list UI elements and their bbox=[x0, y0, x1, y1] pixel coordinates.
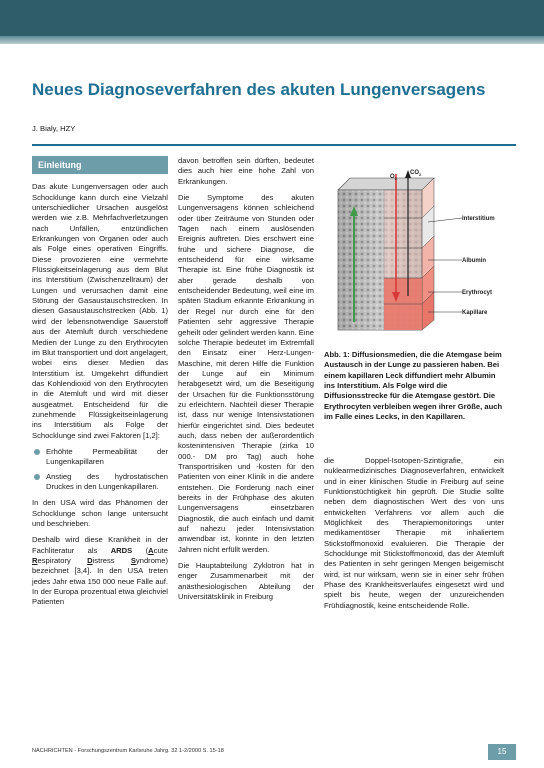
interstitium-label: Interstitium bbox=[462, 216, 495, 222]
diffusion-figure bbox=[324, 162, 504, 342]
acronym-letter: D bbox=[87, 556, 93, 566]
text-span: cute bbox=[153, 545, 168, 555]
column-2 bbox=[178, 156, 314, 608]
co2-label: $CO_2$ bbox=[410, 170, 422, 177]
o2-label: $O_2$ bbox=[390, 174, 397, 181]
list-item-text: Erhöhte Permeabilität der Lungenkapillaren bbox=[46, 446, 168, 467]
paragraph: die Doppel-Isotopen-Szintigrafie, ein nuklearmedizinisches Diagnoseverfahren, entwickelt und in einer klinischen Studie in Freiburg auf seine Funktionstüchtigkeit hin geprüft. Die Studie sollte neben dem diagnostischen Wert des von uns entwickelten Verfahrens vor allem auch die Möglichkeit des Therapiemonitorings unter medikamentöser Therapie mit inhaliertem Stickstoffmonoxid evaluieren. Die Therapie der Schocklunge mit Stickstoffmonoxid, das der Atemluft des Patienten in sehr geringen Mengen beigemischt wird, ist nur wirksam, wenn sie in einer sehr frühen Phase des Krankheitsverlaufes eingesetzt wird und spielt bis heute, wegen der unzureichenden Frühdiagnostik, keine entscheidende Rolle. bbox=[324, 456, 504, 610]
acronym-letter: R bbox=[32, 556, 38, 566]
page-number: 15 bbox=[488, 744, 516, 760]
column-1 bbox=[32, 156, 168, 614]
diffusion-diagram bbox=[324, 162, 504, 342]
column-3 bbox=[324, 456, 504, 617]
list-item bbox=[32, 472, 168, 493]
bullet-icon bbox=[34, 474, 40, 480]
kapillare-label: Kapillare bbox=[462, 310, 488, 316]
acronym-letter: S bbox=[130, 556, 136, 566]
paragraph: davon betroffen sein dürften, bedeutet dies auch hier eine hohe Zahl von Erkrankungen. bbox=[178, 156, 314, 186]
caption-text: Abb. 1: Diffusionsmedien, die die Atemgase beim Austausch in der Lunge zu passieren haben. Bei einem kapillaren Leck diffundiert mehr Albumin ins Interstitium. Als Folge wird die Diffusionsstrecke für die Atemgase gestört. Die Erythrocyten verbleiben wegen ihrer Größe, auch im Falle eines Lecks, in den Kapillaren. bbox=[324, 350, 503, 422]
text-span: ) bezeichnet [3,4]. In den USA treten jedes Jahr etwa 150 000 neue Fälle auf. In der Europa prozentual etwa gleichviel Patienten bbox=[32, 556, 168, 607]
text-span: Deshalb wird diese Krankheit in der Fachliteratur als bbox=[32, 535, 168, 555]
section-heading: Einleitung bbox=[32, 156, 168, 174]
paragraph bbox=[32, 535, 168, 607]
ards-term: ARDS bbox=[110, 545, 133, 555]
erythrocyt-label: Erythrocyt bbox=[462, 290, 493, 296]
text-span: yndrome bbox=[135, 556, 166, 566]
header-band bbox=[0, 0, 544, 36]
paragraph: Das akute Lungenversagen oder auch Schocklunge kann durch eine Vielzahl unterschiedlicher Ursachen ausgelöst werden wie z.B. Mehrfachverletzungen nach Unfällen, entzündlichen Erkrankungen von Organen oder auch als Folge eines operativen Eingriffs. Diese provozieren eine vermehrte Flüssigkeitseinlagerung aus dem Blut ins Interstitium (Zwischenzellraum) der Lungen und verursachen damit eine Störung der Gasaustauschstrecken. In diesen Gasaustauschstrecken (Abb. 1) wird der lebensnotwendige Sauerstoff aus der Atemluft durch verschiedene Medien der Lunge zu den Erythrocyten im Blut transportiert und dort angelagert, wobei eins dieser Medien das Interstitium ist. Umgekehrt diffundiert das Kohlendioxid von den Erythrocyten in die Atemluft und wird mit dieser ausgeatmet. Entscheidend für die zunehmende Flüssigkeitseinlagerung ins Interstitium als Folge der Schocklunge sind zwei Faktoren [1,2]: bbox=[32, 182, 168, 440]
albumin-label: Albumin bbox=[462, 258, 486, 264]
bullet-icon bbox=[34, 449, 40, 455]
text-span: espiratory bbox=[37, 556, 88, 566]
block-top-face bbox=[338, 178, 434, 190]
paragraph: Die Symptome des akuten Lungenversagens können schleichend oder über Zeiträume von Stunden oder Tagen nach einem auslösenden Ereignis auftreten. Dies erschwert eine frühe und sichere Diagnose, die entscheidend für eine wirksame Therapie ist. Eine frühe Diagnostik ist aber gerade deshalb von entscheidender Bedeutung, weil eine im späten Stadium erkannte Erkrankung in der Regel nur durch eine für den Patienten sehr aggressive Therapie geheilt oder gelindert werden kann. Eine solche Therapie bedeutet im Extremfall den Einsatz einer Herz-Lungen-Maschine, mit deren Hilfe die Funktion der Lunge auf ein Minimum herabgesetzt wird, um die Beseitigung der Ursachen für die Funktionsstörung zu erleichtern. Nachteil dieser Therapie ist, dass nur wenige Intensivstationen hierfür eingerichtet sind. Dies bedeutet auch, dass neben der außerordentlich kostenintensiven Therapie (zirka 10 000.- DM pro Tag) auch hohe Transportrisiken und -kosten für den Patienten von einer Klinik in die andere entstehen. Die Forderung nach einer bereits in der Frühphase des akuten Lungenversagens einsetzbaren Diagnostik, die auch einfach und damit auf nahezu jeder Intensivstation anwendbar ist, konnte in den letzten Jahren nicht erfüllt werden. bbox=[178, 193, 314, 554]
article-title: Neues Diagnoseverfahren des akuten Lungenversagens bbox=[32, 80, 486, 99]
paragraph: In den USA wird das Phänomen der Schocklunge schon lange untersucht und beschrieben. bbox=[32, 498, 168, 528]
figure-caption bbox=[324, 350, 504, 422]
article-author: J. Bialy, HZY bbox=[32, 124, 76, 133]
title-rule bbox=[32, 144, 516, 146]
acronym-letter: A bbox=[148, 545, 154, 555]
text-span: ( bbox=[132, 545, 149, 555]
text-span: istress bbox=[92, 556, 131, 566]
list-item-text: Anstieg des hydrostatischen Druckes in den Lungenkapillaren. bbox=[46, 471, 168, 491]
bullet-list bbox=[32, 447, 168, 492]
header-gradient bbox=[0, 36, 544, 44]
footer-citation: NACHRICHTEN - Forschungszentrum Karlsruhe Jahrg. 32 1-2/2000 S. 15-18 bbox=[32, 748, 224, 754]
list-item bbox=[32, 447, 168, 468]
paragraph: Die Hauptabteilung Zyklotron hat in enger Zusammenarbeit mit der anästhesiologischen Abteilung der Universitätsklinik in Freiburg bbox=[178, 561, 314, 602]
